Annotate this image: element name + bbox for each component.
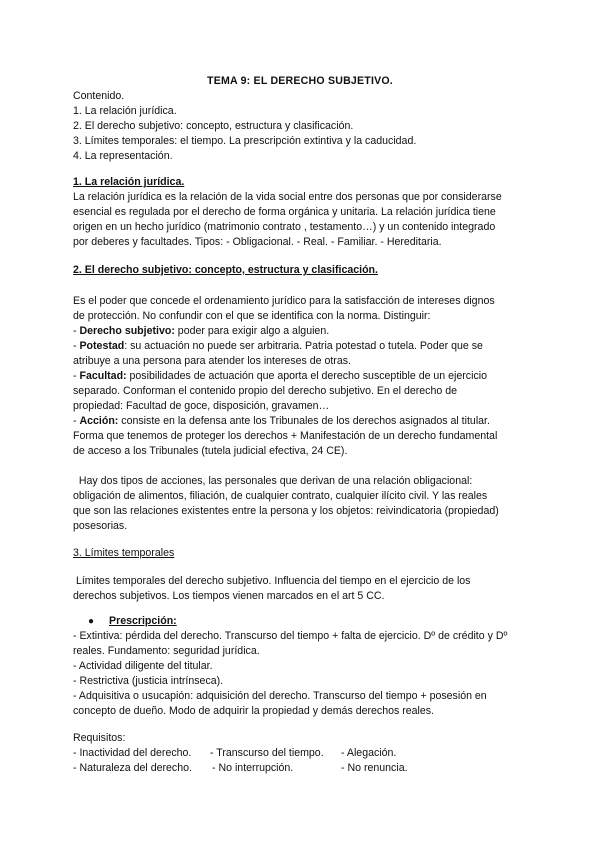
facultad-cont: propiedad: Facultad de goce, disposición, gravamen…: [73, 400, 330, 412]
potestad-item: - Potestad: su actuación no puede ser arbitraria. Patria potestad o tutela. Poder que se: [73, 340, 483, 352]
accion-text: consiste en la defensa ante los Tribunales de los derechos asignados al titular.: [118, 415, 490, 427]
facultad-text: posibilidades de actuación que aporta el derecho susceptible de un ejercicio: [126, 370, 488, 382]
prescripcion-line: - Extintiva: pérdida del derecho. Transcurso del tiempo + falta de ejercicio. Dº de crédito y Dº: [73, 630, 508, 642]
contenido-item: 3. Límites temporales: el tiempo. La prescripción extintiva y la caducidad.: [73, 135, 417, 147]
prescripcion-line: - Actividad diligente del titular.: [73, 660, 213, 672]
accion-item: - Acción: consiste en la defensa ante los Tribunales de los derechos asignados al titular.: [73, 415, 490, 427]
section-3-intro: Límites temporales del derecho subjetivo. Influencia del tiempo en el ejercicio de los: [73, 575, 471, 587]
prescripcion-line: - Adquisitiva o usucapión: adquisición del derecho. Transcurso del tiempo + posesión en: [73, 690, 487, 702]
prescripcion-heading: Prescripción:: [109, 615, 177, 627]
bullet-icon: ●: [88, 616, 95, 627]
requisito-item: - Transcurso del tiempo.: [210, 747, 324, 759]
tipos-line: que son las relaciones existentes entre la persona y los objetos: reivindicatoria (propiedad): [73, 505, 499, 517]
tipos-line: obligación de alimentos, filiación, de cualquier contrato, cualquier ilícito civil. Y las reales: [73, 490, 488, 502]
contenido-item: 4. La representación.: [73, 150, 173, 162]
potestad-term: Potestad: [79, 340, 125, 352]
facultad-item: - Facultad: posibilidades de actuación que aporta el derecho susceptible de un ejercicio: [73, 370, 488, 382]
requisito-item: - No renuncia.: [341, 762, 408, 774]
facultad-cont: separado. Conforman el contenido propio del derecho subjetivo. En el derecho de: [73, 385, 457, 397]
accion-cont: Forma que tenemos de proteger los derechos + Manifestación de un derecho fundamental: [73, 430, 498, 442]
requisito-item: - Naturaleza del derecho.: [73, 762, 192, 774]
section-1-heading: 1. La relación jurídica.: [73, 176, 185, 188]
contenido-item: 1. La relación jurídica.: [73, 105, 177, 117]
section-2-heading: 2. El derecho subjetivo: concepto, estructura y clasificación.: [73, 264, 378, 276]
tipos-line: posesorias.: [73, 520, 128, 532]
requisito-item: - Alegación.: [341, 747, 397, 759]
accion-term: Acción:: [79, 415, 119, 427]
prescripcion-line: concepto de dueño. Modo de adquirir la propiedad y demás derechos reales.: [73, 705, 435, 717]
requisito-item: - No interrupción.: [212, 762, 294, 774]
contenido-item: 2. El derecho subjetivo: concepto, estructura y clasificación.: [73, 120, 354, 132]
section-2-intro: Es el poder que concede el ordenamiento jurídico para la satisfacción de intereses dignos: [73, 295, 495, 307]
requisitos-label: Requisitos:: [73, 732, 126, 744]
tipos-line: Hay dos tipos de acciones, las personales que derivan de una relación obligacional:: [73, 475, 473, 487]
section-1-line: origen en un hecho jurídico (matrimonio contrato , testamento…) y un contenido integrado: [73, 221, 496, 233]
section-1-line: La relación jurídica es la relación de la vida social entre dos personas que por considerarse: [73, 191, 502, 203]
derecho-subjetivo-term: Derecho subjetivo:: [79, 325, 175, 337]
potestad-text: : su actuación no puede ser arbitraria. Patria potestad o tutela. Poder que se: [124, 340, 483, 352]
accion-cont: de acceso a los Tribunales (tutela judicial efectiva, 24 CE).: [73, 445, 348, 457]
section-2-intro: de protección. No confundir con el que se identifica con la norma. Distinguir:: [73, 310, 431, 322]
potestad-cont: atribuye a una persona para atender los intereses de otras.: [73, 355, 351, 367]
section-1-line: por deberes y facultades. Tipos: - Obligacional. - Real. - Familiar. - Hereditaria.: [73, 236, 442, 248]
prescripcion-line: - Restrictiva (justicia intrínseca).: [73, 675, 224, 687]
requisito-item: - Inactividad del derecho.: [73, 747, 192, 759]
section-3-intro: derechos subjetivos. Los tiempos vienen marcados en el art 5 CC.: [73, 590, 385, 602]
contenido-label: Contenido.: [73, 90, 125, 102]
section-1-line: esencial es regulada por el derecho de forma orgánica y unitaria. La relación jurídica tiene: [73, 206, 496, 218]
facultad-term: Facultad:: [79, 370, 127, 382]
page-title: TEMA 9: EL DERECHO SUBJETIVO.: [207, 75, 393, 87]
prescripcion-line: reales. Fundamento: seguridad jurídica.: [73, 645, 260, 657]
derecho-subjetivo-item: - Derecho subjetivo: poder para exigir algo a alguien.: [73, 325, 330, 337]
section-3-heading: 3. Límites temporales: [73, 547, 175, 559]
derecho-subjetivo-text: poder para exigir algo a alguien.: [174, 325, 330, 337]
